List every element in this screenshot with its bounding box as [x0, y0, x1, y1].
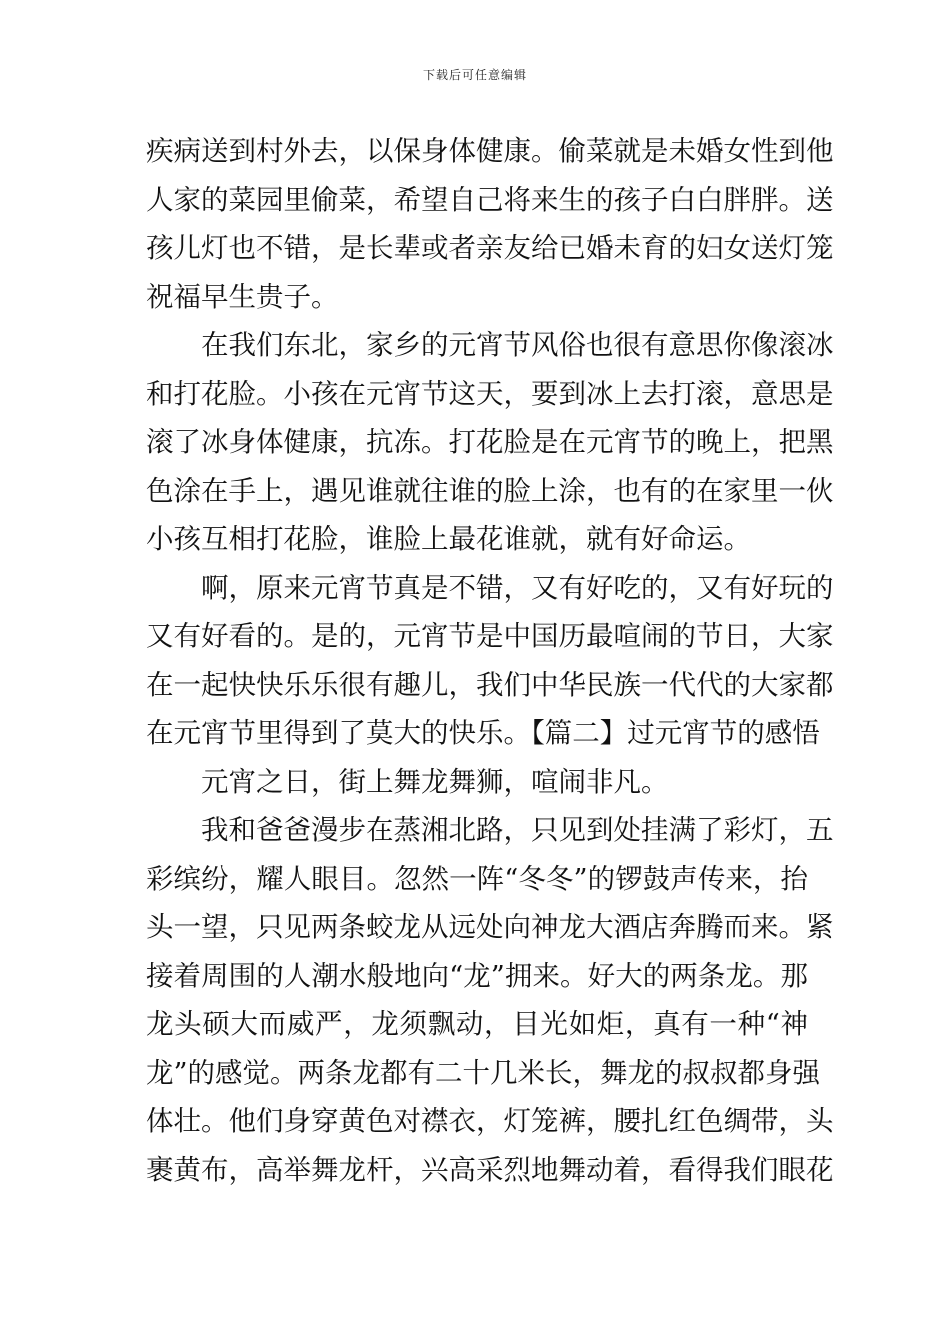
text-line: 又有好看的。是的，元宵节是中国历最喧闹的节日，大家	[146, 620, 834, 652]
text-line: 小孩互相打花脸，谁脸上最花谁就，就有好命运。	[146, 523, 751, 555]
text-line: 元宵之日，街上舞龙舞狮，喧闹非凡。	[201, 765, 669, 798]
text-line: 色涂在手上，遇见谁就往谁的脸上涂，也有的在家里一伙	[146, 474, 834, 507]
text-line: 在一起快快乐乐很有趣儿，我们中华民族一代代的大家都	[146, 668, 834, 701]
text-line: 龙”的感觉。两条龙都有二十几米长，舞龙的叔叔都身强	[146, 1056, 821, 1089]
text-line: 人家的菜园里偷菜，希望自己将来生的孩子白白胖胖。送	[146, 183, 834, 216]
text-line: 头一望，只见两条蛟龙从远处向神龙大酒店奔腾而来。紧	[146, 911, 834, 943]
paragraph-2	[146, 321, 834, 564]
text-line: 和打花脸。小孩在元宵节这天，要到冰上去打滚，意思是	[146, 377, 834, 410]
text-line: 体壮。他们身穿黄色对襟衣，灯笼裤，腰扎红色绸带，头	[146, 1105, 834, 1137]
text-line: 彩缤纷，耀人眼目。忽然一阵“冬冬”的锣鼓声传来，抬	[146, 862, 808, 895]
text-line: 接着周围的人潮水般地向“龙”拥来。好大的两条龙。那	[146, 959, 808, 992]
text-line: 疾病送到村外去，以保身体健康。偷菜就是未婚女性到他	[146, 135, 834, 167]
text-line: 孩儿灯也不错，是长辈或者亲友给已婚未育的妇女送灯笼	[146, 232, 834, 264]
body-text	[146, 127, 834, 1194]
paragraph-4	[146, 758, 808, 807]
text-line: 祝福早生贵子。	[146, 280, 339, 313]
edit-note-header: 下载后可任意编辑	[422, 68, 527, 82]
text-line: 在元宵节里得到了莫大的快乐。【篇二】过元宵节的感悟	[146, 717, 820, 749]
text-line: 我和爸爸漫步在蒸湘北路，只见到处挂满了彩灯，五	[201, 814, 834, 846]
paragraph-3	[146, 564, 834, 758]
paragraph-1	[146, 127, 834, 321]
text-line: 龙头硕大而威严，龙须飘动，目光如炬，真有一种“神	[146, 1008, 808, 1040]
text-line: 在我们东北，家乡的元宵节风俗也很有意思你像滚冰	[201, 329, 834, 361]
paragraph-5	[146, 806, 834, 1194]
text-line: 裹黄布，高举舞龙杆，兴高采烈地舞动着，看得我们眼花	[146, 1153, 834, 1186]
text-line: 啊，原来元宵节真是不错，又有好吃的，又有好玩的	[201, 571, 834, 604]
text-line: 滚了冰身体健康，抗冻。打花脸是在元宵节的晚上，把黑	[146, 426, 834, 458]
